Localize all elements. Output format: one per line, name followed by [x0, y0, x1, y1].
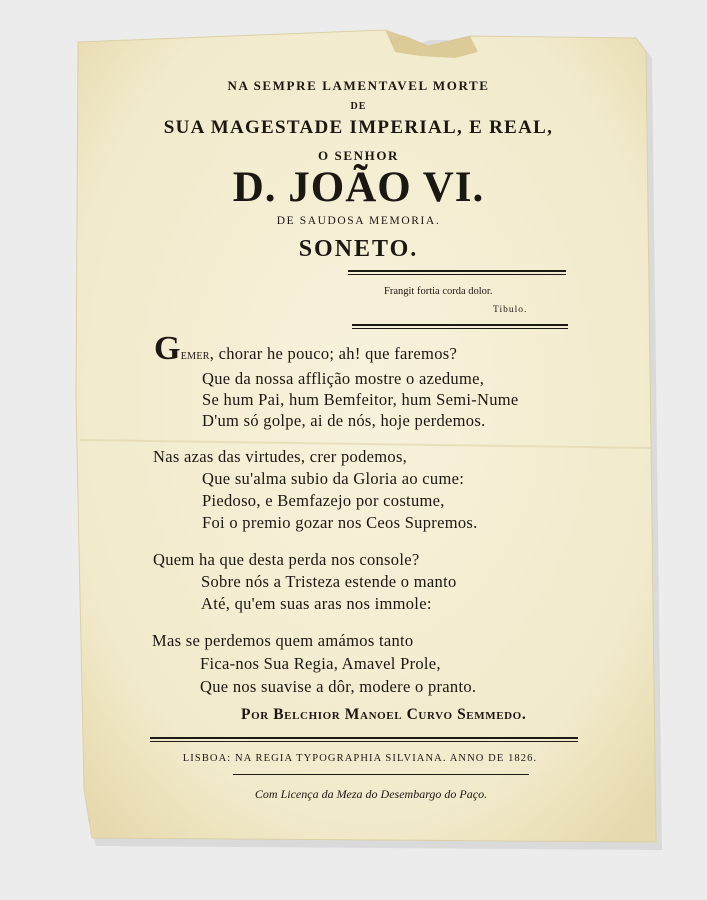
header-line-1: NA SEMPRE LAMENTAVEL MORTE [227, 78, 490, 93]
stanza-1-line-2: Que da nossa afflição mostre o azedume, [202, 369, 485, 388]
rule-top [348, 270, 566, 272]
stanza-3-line-3: Até, qu'em suas aras nos immole: [201, 594, 432, 613]
rule-bottom-thin [150, 741, 578, 742]
rule-epigraph [352, 324, 568, 326]
stanza-2-line-3: Piedoso, e Bemfazejo por costume, [202, 491, 445, 510]
epigraph-text: Frangit fortia corda dolor. [384, 286, 493, 297]
stanza-4-line-1: Mas se perdemos quem amámos tanto [152, 631, 414, 650]
page-title: D. JOÃO VI. [232, 164, 485, 211]
rule-epigraph-thin [352, 328, 568, 329]
stanza-1-line-4: D'um só golpe, ai de nós, hoje perdemos. [202, 411, 486, 430]
stanza-2-line-1: Nas azas das virtudes, crer podemos, [153, 447, 408, 466]
stanza-4-line-3: Que nos suavise a dôr, modere o pranto. [200, 677, 477, 696]
stanza-4-line-2: Fica-nos Sua Regia, Amavel Prole, [200, 654, 441, 673]
first-word-rest: emer [180, 348, 210, 363]
header-line-2: DE [350, 101, 367, 112]
header-line-6: DE SAUDOSA MEMORIA. [276, 215, 441, 227]
page-subtitle: SONETO. [298, 236, 419, 262]
first-line-tail: , chorar he pouco; ah! que faremos? [209, 344, 458, 363]
author-line: Por Belchior Manoel Curvo Semmedo. [241, 706, 527, 723]
rule-imprint [233, 774, 529, 775]
drop-cap: G [154, 330, 181, 367]
rule-bottom [150, 737, 578, 739]
stanza-3-line-1: Quem ha que desta perda nos console? [153, 550, 420, 569]
epigraph-author: Tibulo. [493, 305, 528, 315]
rule-top-thin [348, 274, 566, 275]
licence-line: Com Licença da Meza do Desembargo do Paço. [254, 787, 488, 801]
stanza-1-line-1 [154, 332, 457, 366]
stanza-2-line-4: Foi o premio gozar nos Ceos Supremos. [202, 513, 478, 532]
header-line-3: SUA MAGESTADE IMPERIAL, E REAL, [163, 117, 554, 138]
header-line-4: O SENHOR [317, 148, 400, 163]
stanza-3-line-2: Sobre nós a Tristeza estende o manto [201, 572, 457, 591]
stanza-2-line-2: Que su'alma subio da Gloria ao cume: [202, 469, 465, 488]
stanza-1-line-3: Se hum Pai, hum Bemfeitor, hum Semi-Nume [202, 390, 519, 409]
imprint-line: LISBOA: NA REGIA TYPOGRAPHIA SILVIANA. ANNO DE 1826. [182, 753, 538, 764]
